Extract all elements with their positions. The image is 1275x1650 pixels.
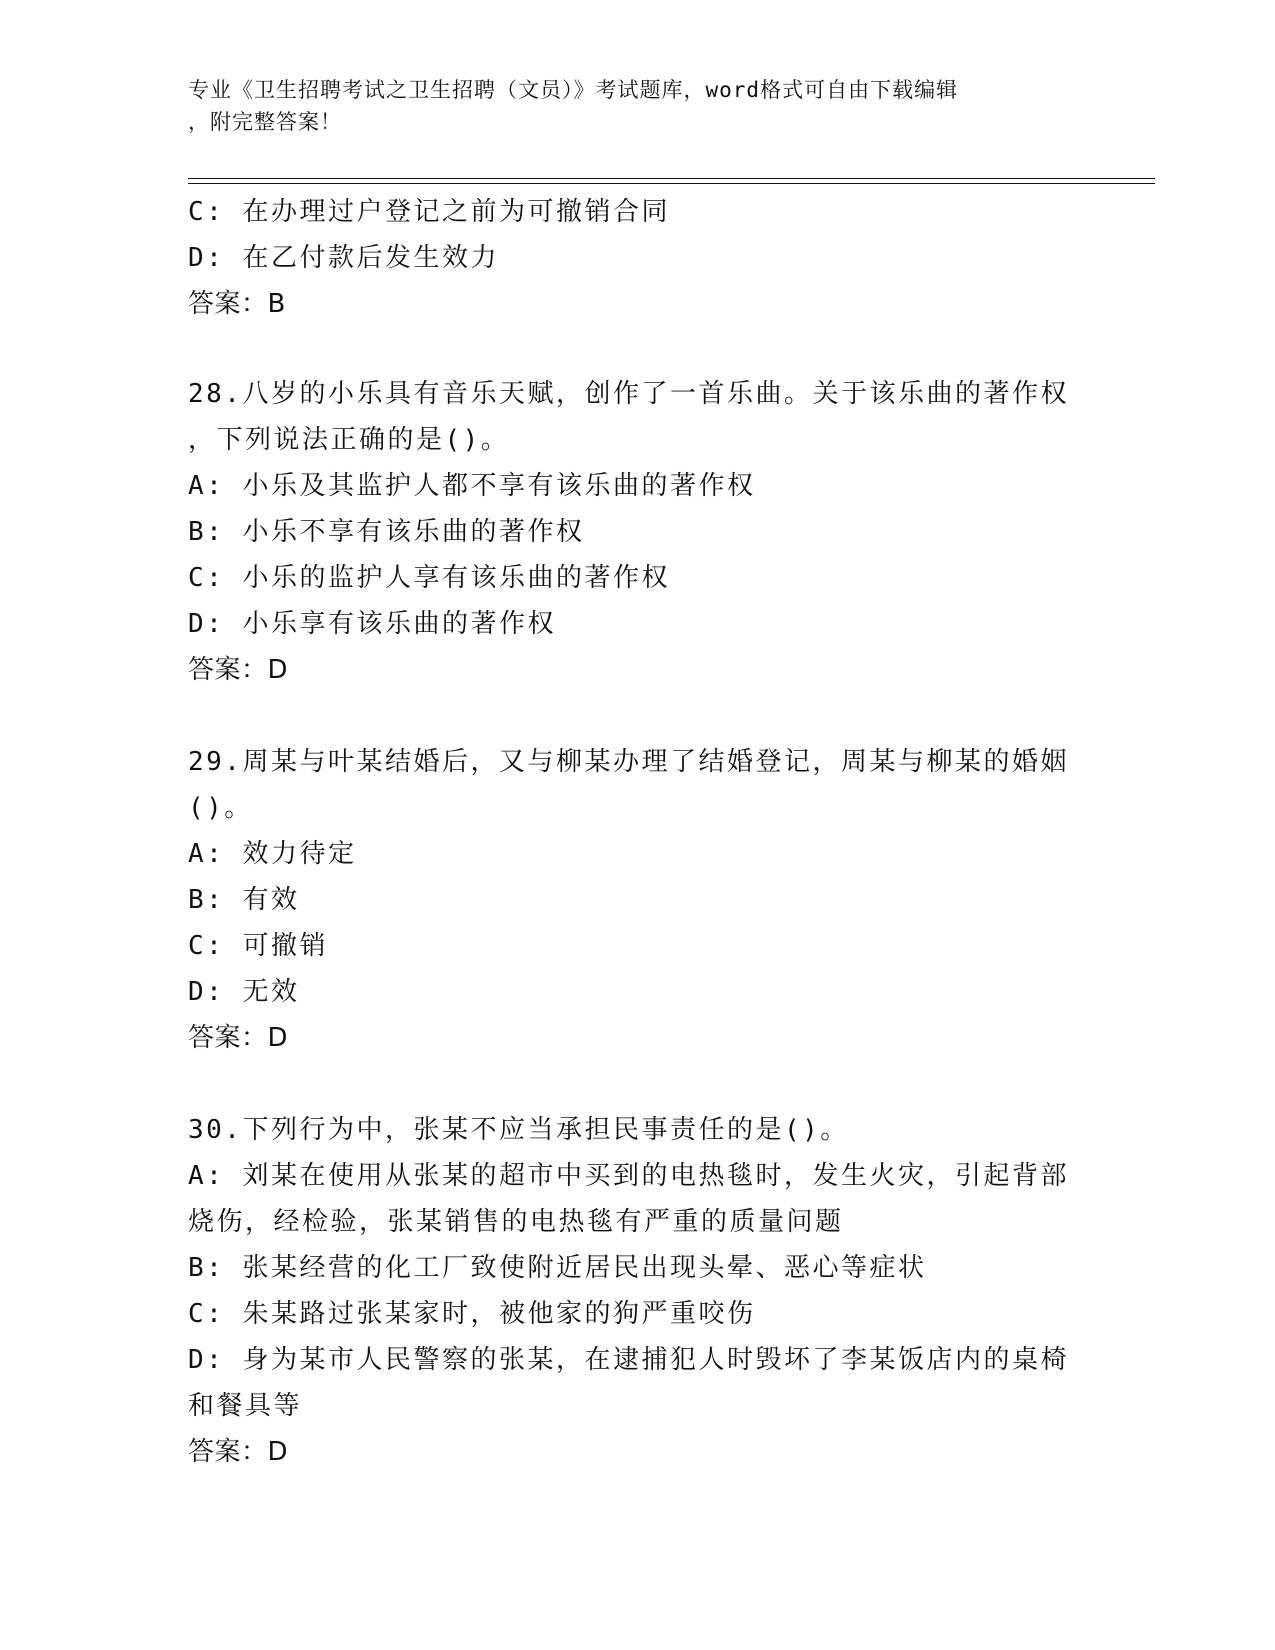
- spacer: [188, 327, 1088, 371]
- option-d-line-2: 和餐具等: [188, 1391, 303, 1421]
- header-line-1: 专业《卫生招聘考试之卫生招聘（文员）》考试题库，word格式可自由下载编辑: [188, 78, 959, 102]
- answer-line: 答案：D: [188, 655, 289, 685]
- option-d-line-1: D: 身为某市人民警察的张某，在逮捕犯人时毁坏了李某饭店内的桌椅: [188, 1345, 1069, 1375]
- question-list: [188, 189, 1088, 1475]
- option-b: B: 张某经营的化工厂致使附近居民出现头晕、恶心等症状: [188, 1253, 927, 1283]
- answer-line: 答案：D: [188, 1437, 289, 1467]
- option-a: A: 效力待定: [188, 839, 357, 869]
- question-stem-line-2: ，下列说法正确的是()。: [188, 425, 510, 455]
- header-divider-top: [188, 178, 1155, 179]
- question-block-29: [188, 739, 1088, 1061]
- question-stem-line-1: 28.八岁的小乐具有音乐天赋，创作了一首乐曲。关于该乐曲的著作权: [188, 379, 1069, 409]
- option-b: B: 小乐不享有该乐曲的著作权: [188, 517, 585, 547]
- header-divider-bottom: [188, 183, 1155, 184]
- option-a-line-1: A: 刘某在使用从张某的超市中买到的电热毯时，发生火灾，引起背部: [188, 1161, 1069, 1191]
- question-block-27: [188, 189, 1088, 327]
- option-c: C: 可撤销: [188, 931, 328, 961]
- answer-line: 答案：D: [188, 1023, 289, 1053]
- option-d: D: 小乐享有该乐曲的著作权: [188, 609, 556, 639]
- question-stem-line-1: 29.周某与叶某结婚后，又与柳某办理了结婚登记，周某与柳某的婚姻: [188, 747, 1069, 777]
- question-stem-line-1: 30.下列行为中，张某不应当承担民事责任的是()。: [188, 1115, 849, 1145]
- option-a: A: 小乐及其监护人都不享有该乐曲的著作权: [188, 471, 756, 501]
- option-b: B: 有效: [188, 885, 300, 915]
- document-header: [188, 74, 1088, 138]
- header-line-2: ，附完整答案！: [188, 110, 342, 134]
- answer-line: 答案：B: [188, 289, 286, 319]
- option-c: C: 朱某路过张某家时，被他家的狗严重咬伤: [188, 1299, 756, 1329]
- option-c: C: 在办理过户登记之前为可撤销合同: [188, 197, 670, 227]
- question-stem-line-2: ()。: [188, 793, 253, 823]
- spacer: [188, 693, 1088, 739]
- option-d: D: 无效: [188, 977, 300, 1007]
- option-c: C: 小乐的监护人享有该乐曲的著作权: [188, 563, 670, 593]
- spacer: [188, 1061, 1088, 1107]
- option-a-line-2: 烧伤，经检验，张某销售的电热毯有严重的质量问题: [188, 1207, 844, 1237]
- question-block-28: [188, 371, 1088, 693]
- option-d: D: 在乙付款后发生效力: [188, 243, 499, 273]
- question-block-30: [188, 1107, 1088, 1475]
